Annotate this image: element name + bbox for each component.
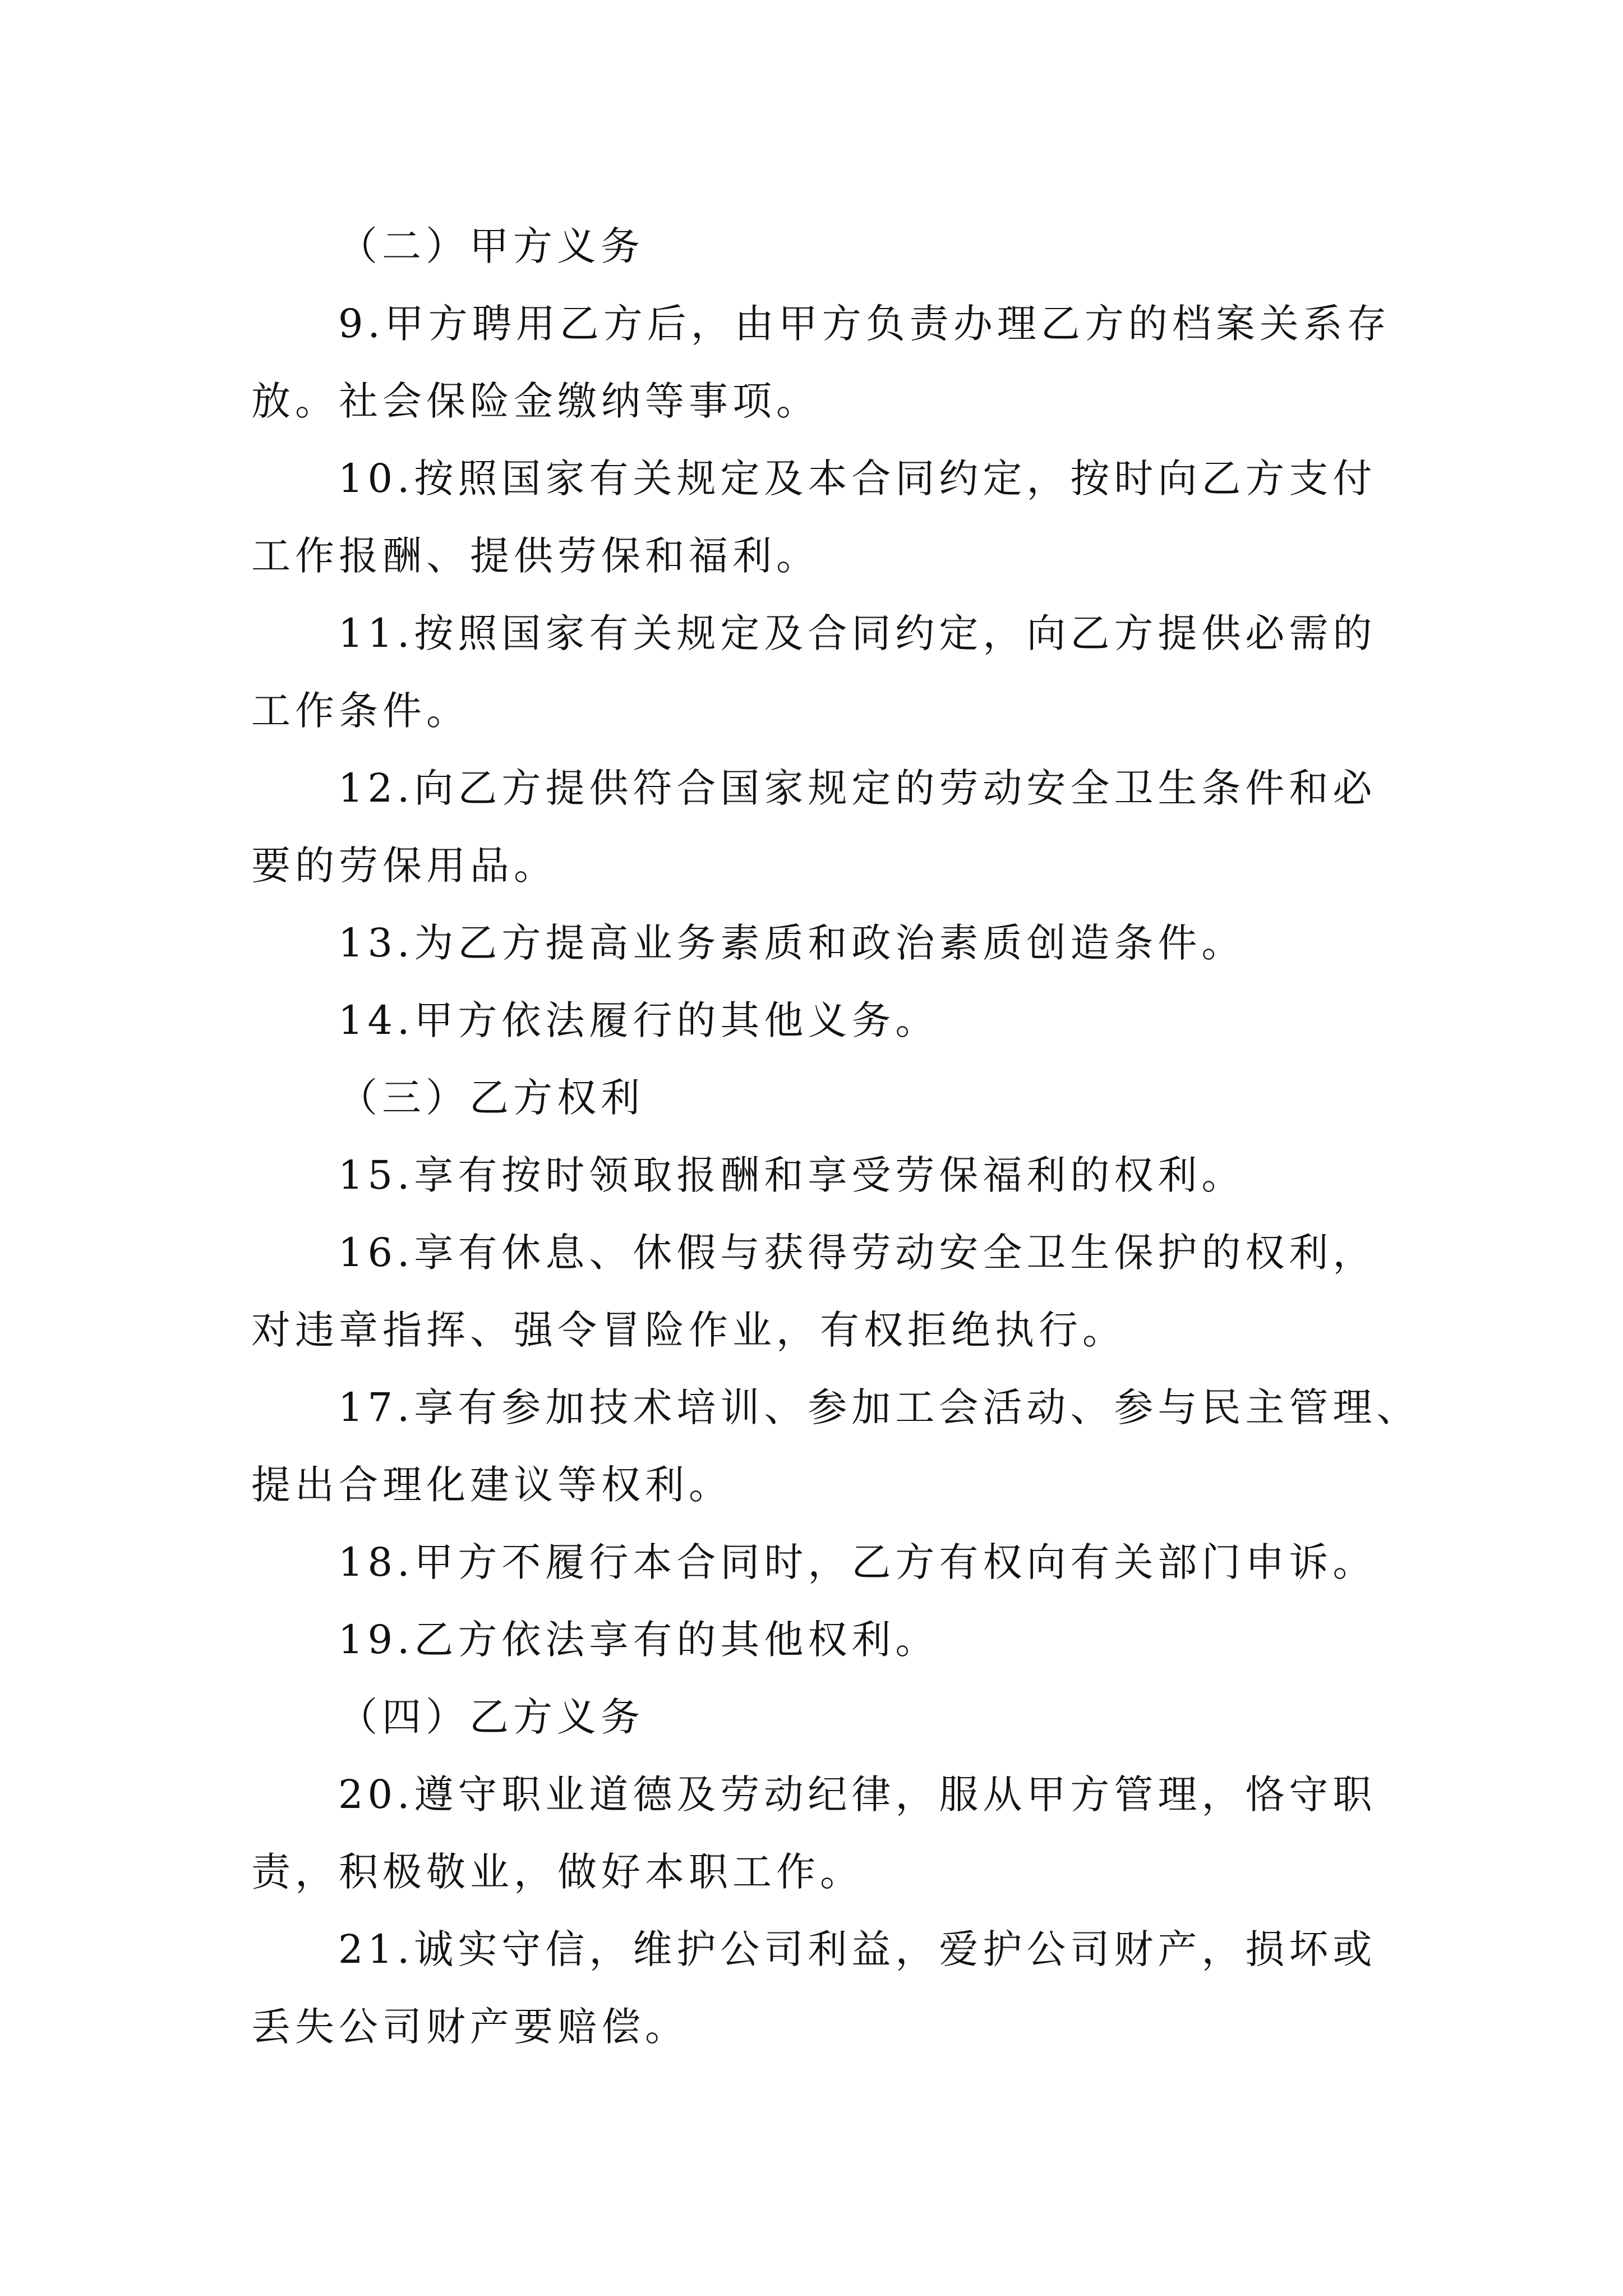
clause-line: 提出合理化建议等权利。 <box>251 1462 732 1508</box>
clause-line: 丢失公司财产要赔偿。 <box>251 2004 689 2050</box>
clause-line: 责，积极敬业，做好本职工作。 <box>251 1849 864 1895</box>
clause-line: 12.向乙方提供符合国家规定的劳动安全卫生条件和必 <box>338 765 1377 811</box>
section-heading: （四）乙方义务 <box>338 1694 644 1740</box>
clause-line: 10.按照国家有关规定及本合同约定，按时向乙方支付 <box>338 455 1377 501</box>
clause-line: 20.遵守职业道德及劳动纪律，服从甲方管理，恪守职 <box>338 1772 1377 1818</box>
clause-line: 21.诚实守信，维护公司利益，爱护公司财产，损坏或 <box>338 1926 1377 1972</box>
clause-line: 17.享有参加技术培训、参加工会活动、参与民主管理、 <box>338 1384 1421 1430</box>
clause-line: 工作报酬、提供劳保和福利。 <box>251 533 820 579</box>
clause-line: 11.按照国家有关规定及合同约定，向乙方提供必需的 <box>338 610 1377 656</box>
clause-line: 放。社会保险金缴纳等事项。 <box>251 378 820 424</box>
clause-line: 对违章指挥、强令冒险作业，有权拒绝执行。 <box>251 1307 1126 1353</box>
clause-line: 13.为乙方提高业务素质和政治素质创造条件。 <box>338 920 1246 966</box>
document-body <box>251 208 1421 2065</box>
clause-line: 工作条件。 <box>251 688 470 734</box>
section-heading: （二）甲方义务 <box>338 223 644 269</box>
section-heading: （三）乙方权利 <box>338 1075 644 1121</box>
clause-line: 19.乙方依法享有的其他权利。 <box>338 1617 939 1663</box>
clause-line: 15.享有按时领取报酬和享受劳保福利的权利。 <box>338 1152 1246 1198</box>
clause-line: 16.享有休息、休假与获得劳动安全卫生保护的权利， <box>338 1230 1377 1276</box>
clause-line: 18.甲方不履行本合同时，乙方有权向有关部门申诉。 <box>338 1539 1377 1585</box>
clause-line: 14.甲方依法履行的其他义务。 <box>338 997 939 1043</box>
clause-line: 要的劳保用品。 <box>251 843 557 889</box>
clause-line: 9.甲方聘用乙方后，由甲方负责办理乙方的档案关系存 <box>338 301 1391 347</box>
